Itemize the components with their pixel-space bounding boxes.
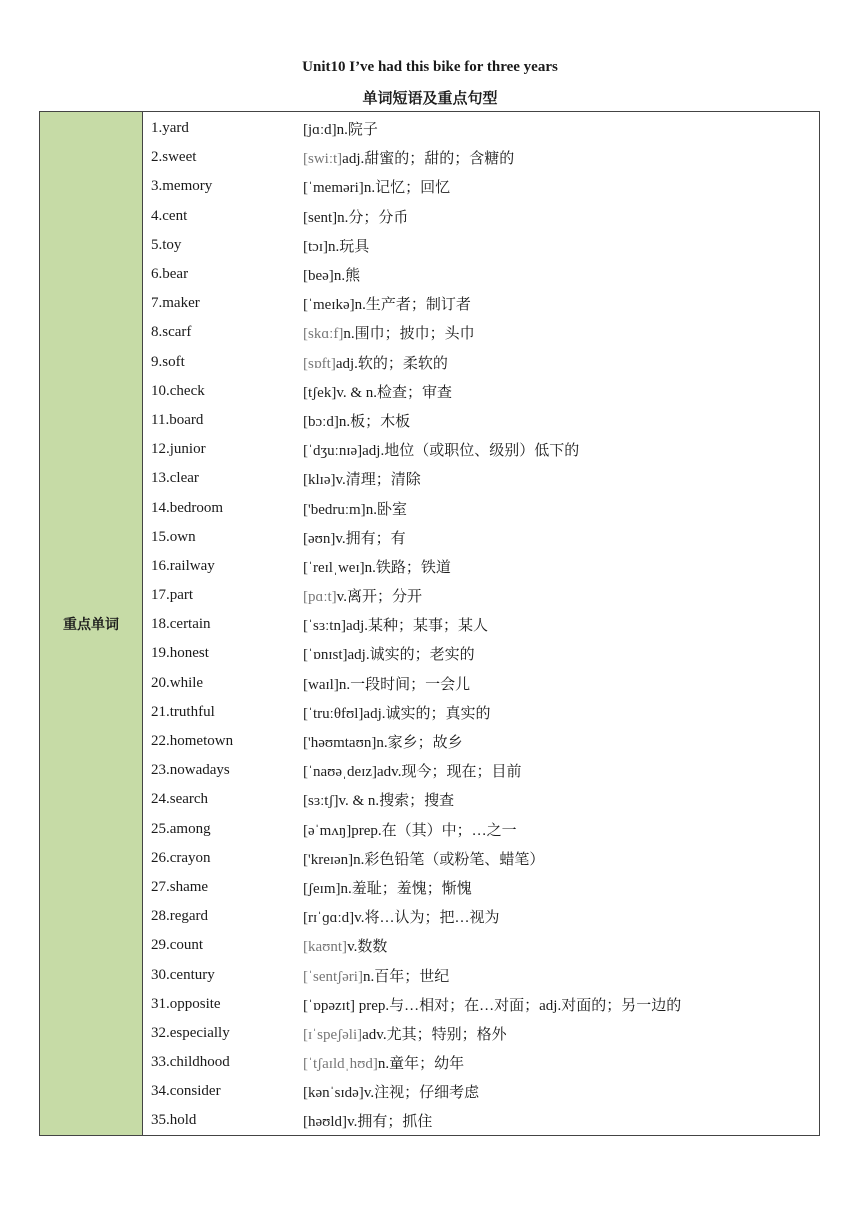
word-phonetic: [ˈmeməri] [303, 180, 364, 197]
word-row [143, 610, 819, 639]
word-row [143, 523, 819, 552]
word-definition [303, 585, 819, 606]
word-definition [303, 1023, 819, 1044]
word-meaning: v. & n.搜索；搜查 [338, 793, 455, 810]
word-meaning: v.清理；清除 [335, 472, 421, 489]
word-term: 19.honest [151, 645, 209, 662]
word-term: 23.nowadays [151, 762, 230, 779]
word-phonetic: [waɪl] [303, 676, 339, 693]
word-term: 3.memory [151, 178, 213, 195]
word-meaning: n.百年；世纪 [362, 968, 450, 985]
word-meaning: v.拥有；抓住 [347, 1114, 433, 1131]
word-phonetic: [ˈsɜːtn] [303, 618, 346, 635]
word-phonetic: ['həʊmtaʊn] [303, 735, 377, 752]
word-definition [303, 731, 819, 752]
word-term: 33.childhood [151, 1054, 230, 1071]
word-row [143, 931, 819, 960]
word-term: 11.board [151, 411, 204, 428]
word-meaning: n.记忆；回忆 [363, 180, 451, 197]
word-phonetic: [əʊn] [303, 530, 336, 547]
word-meaning: n.一段时间；一会儿 [338, 676, 471, 693]
word-definition [303, 614, 819, 635]
word-definition [303, 702, 819, 723]
word-definition [303, 206, 819, 227]
word-phonetic: [ˈtruːθfʊl] [303, 705, 364, 722]
word-row [143, 873, 819, 902]
word-phonetic: [ʃeɪm] [303, 880, 341, 897]
word-definition [303, 322, 819, 343]
word-phonetic: [bɔːd] [303, 413, 339, 430]
word-term: 34.consider [151, 1083, 221, 1100]
word-phonetic: [kaʊnt] [303, 939, 348, 956]
word-definition [303, 1052, 819, 1073]
word-term: 25.among [151, 820, 211, 837]
word-row [143, 844, 819, 873]
word-row [143, 902, 819, 931]
word-row [143, 260, 819, 289]
word-row [143, 960, 819, 989]
word-definition [303, 439, 819, 460]
word-meaning: n.分；分币 [337, 209, 409, 226]
word-meaning: prep.与…相对；在…对面；adj.对面的；另一边的 [354, 997, 682, 1014]
word-definition [303, 848, 819, 869]
word-term: 4.cent [151, 207, 188, 224]
word-row [143, 493, 819, 522]
word-term: 15.own [151, 528, 196, 545]
word-definition [303, 556, 819, 577]
word-meaning: v.注视；仔细考虑 [363, 1085, 480, 1102]
word-meaning: adj.诚实的；老实的 [347, 647, 475, 664]
word-row [143, 377, 819, 406]
word-meaning: n.熊 [333, 268, 361, 285]
word-row [143, 143, 819, 172]
word-definition [303, 994, 819, 1015]
word-row [143, 785, 819, 814]
word-row [143, 289, 819, 318]
word-definition [303, 468, 819, 489]
word-phonetic: [ˈtʃaɪldˌhʊd] [303, 1056, 378, 1073]
word-row [143, 756, 819, 785]
word-term: 9.soft [151, 353, 185, 370]
word-phonetic: [ˈreɪlˌweɪ] [303, 559, 365, 576]
word-definition [303, 176, 819, 197]
word-definition [303, 673, 819, 694]
word-meaning: v.离开；分开 [336, 589, 422, 606]
word-phonetic: [ɪˈspeʃəli] [303, 1026, 363, 1043]
word-meaning: n.家乡；故乡 [376, 735, 463, 752]
word-phonetic: [ˈɒnɪst] [303, 647, 348, 664]
word-phonetic: [sent] [303, 209, 338, 226]
word-phonetic: [swiːt] [303, 151, 343, 168]
word-term: 16.railway [151, 557, 215, 574]
word-meaning: n.羞耻；羞愧；惭愧 [340, 880, 472, 897]
word-row [143, 172, 819, 201]
word-term: 29.count [151, 937, 204, 954]
word-meaning: n.童年；幼年 [377, 1056, 465, 1073]
section-label: 重点单词 [63, 616, 119, 633]
word-phonetic: [klɪə] [303, 472, 336, 489]
word-row [143, 1106, 819, 1135]
word-meaning: adj.甜蜜的；甜的；含糖的 [342, 151, 515, 168]
word-phonetic: [tʃek] [303, 384, 337, 401]
word-meaning: adv.尤其；特别；格外 [362, 1026, 507, 1043]
word-term: 30.century [151, 966, 215, 983]
word-phonetic: [jɑːd] [303, 122, 337, 139]
word-definition [303, 760, 819, 781]
word-term: 21.truthful [151, 703, 215, 720]
word-term: 18.certain [151, 616, 211, 633]
word-definition [303, 527, 819, 548]
word-phonetic: [beə] [303, 268, 334, 285]
word-row [143, 698, 819, 727]
word-phonetic: [ˈsentʃəri] [303, 968, 363, 985]
word-meaning: v.将…认为；把…视为 [354, 910, 500, 927]
word-row [143, 464, 819, 493]
word-meaning: v.数数 [347, 939, 388, 956]
word-definition [303, 935, 819, 956]
vocabulary-table [39, 111, 820, 1136]
word-meaning: prep.在（其）中；…之一 [351, 822, 517, 839]
word-definition [303, 877, 819, 898]
word-row [143, 581, 819, 610]
word-row [143, 114, 819, 143]
word-definition [303, 293, 819, 314]
word-meaning: adj.某种；某事；某人 [345, 618, 489, 635]
word-term: 35.hold [151, 1112, 197, 1129]
word-phonetic: [ˈdʒuːnɪə] [303, 443, 363, 460]
word-term: 1.yard [151, 120, 189, 137]
word-row [143, 815, 819, 844]
word-definition [303, 118, 819, 139]
word-phonetic: ['bedruːm] [303, 501, 366, 518]
word-row [143, 318, 819, 347]
word-row [143, 435, 819, 464]
word-meaning: n.卧室 [365, 501, 407, 518]
word-term: 2.sweet [151, 149, 197, 166]
word-term: 27.shame [151, 878, 209, 895]
word-phonetic: [sɒft] [303, 355, 336, 372]
word-definition [303, 410, 819, 431]
word-row [143, 669, 819, 698]
word-phonetic: [skɑːf] [303, 326, 344, 343]
document-title: Unit10 I’ve had this bike for three years [302, 59, 558, 75]
word-row [143, 990, 819, 1019]
word-term: 6.bear [151, 266, 189, 283]
word-phonetic: [rɪˈɡɑːd] [303, 910, 355, 927]
word-row [143, 1077, 819, 1106]
word-meaning: v.拥有；有 [335, 530, 406, 547]
word-definition [303, 819, 819, 840]
word-row [143, 727, 819, 756]
word-phonetic: [tɔɪ] [303, 238, 328, 255]
word-meaning: adj.诚实的；真实的 [363, 705, 491, 722]
word-term: 31.opposite [151, 995, 221, 1012]
word-phonetic: [ˈɒpəzɪt] [303, 997, 355, 1014]
word-row [143, 231, 819, 260]
word-row [143, 202, 819, 231]
word-meaning: adj.地位（或职位、级别）低下的 [362, 443, 580, 460]
word-row [143, 552, 819, 581]
word-phonetic: [ˈnaʊəˌdeɪz] [303, 764, 378, 781]
word-meaning: v. & n.检查；审查 [336, 384, 453, 401]
word-definition [303, 498, 819, 519]
word-phonetic: [ˈmeɪkə] [303, 297, 355, 314]
word-definition [303, 789, 819, 810]
word-list [143, 114, 819, 1136]
word-phonetic: [pɑːt] [303, 589, 337, 606]
word-phonetic: ['kreɪən] [303, 851, 354, 868]
word-definition [303, 1110, 819, 1131]
word-definition [303, 643, 819, 664]
word-phonetic: [kənˈsɪdə] [303, 1085, 364, 1102]
word-term: 5.toy [151, 236, 182, 253]
word-meaning: n.铁路；铁道 [364, 559, 451, 576]
word-term: 17.part [151, 587, 194, 604]
word-term: 28.regard [151, 908, 209, 925]
word-definition [303, 965, 819, 986]
word-phonetic: [həʊld] [303, 1114, 348, 1131]
word-term: 32.especially [151, 1024, 230, 1041]
word-meaning: adj.软的；柔软的 [335, 355, 448, 372]
word-definition [303, 352, 819, 373]
word-definition [303, 264, 819, 285]
word-meaning: n.院子 [336, 122, 378, 139]
word-term: 26.crayon [151, 849, 211, 866]
word-meaning: n.玩具 [327, 238, 370, 255]
word-term: 24.search [151, 791, 209, 808]
word-definition [303, 235, 819, 256]
word-meaning: n.彩色铅笔（或粉笔、蜡笔） [353, 851, 545, 868]
word-term: 13.clear [151, 470, 199, 487]
section-label-cell [40, 112, 143, 1135]
word-row [143, 406, 819, 435]
word-meaning: n.生产者；制订者 [354, 297, 471, 314]
word-phonetic: [əˈmʌŋ] [303, 822, 352, 839]
word-phonetic: [sɜːtʃ] [303, 793, 339, 810]
word-term: 8.scarf [151, 324, 192, 341]
document-subtitle: 单词短语及重点句型 [362, 89, 498, 107]
word-term: 14.bedroom [151, 499, 224, 516]
word-meaning: n.围巾；披巾；头巾 [343, 326, 475, 343]
word-row [143, 1048, 819, 1077]
word-term: 12.junior [151, 441, 206, 458]
word-definition [303, 147, 819, 168]
word-meaning: adv.现今；现在；目前 [377, 764, 522, 781]
word-row [143, 1019, 819, 1048]
word-definition [303, 906, 819, 927]
word-definition [303, 381, 819, 402]
word-definition [303, 1081, 819, 1102]
word-meaning: n.板；木板 [338, 413, 411, 430]
word-row [143, 639, 819, 668]
word-term: 22.hometown [151, 733, 234, 750]
word-term: 20.while [151, 674, 204, 691]
word-term: 10.check [151, 382, 205, 399]
word-term: 7.maker [151, 295, 200, 312]
word-row [143, 348, 819, 377]
